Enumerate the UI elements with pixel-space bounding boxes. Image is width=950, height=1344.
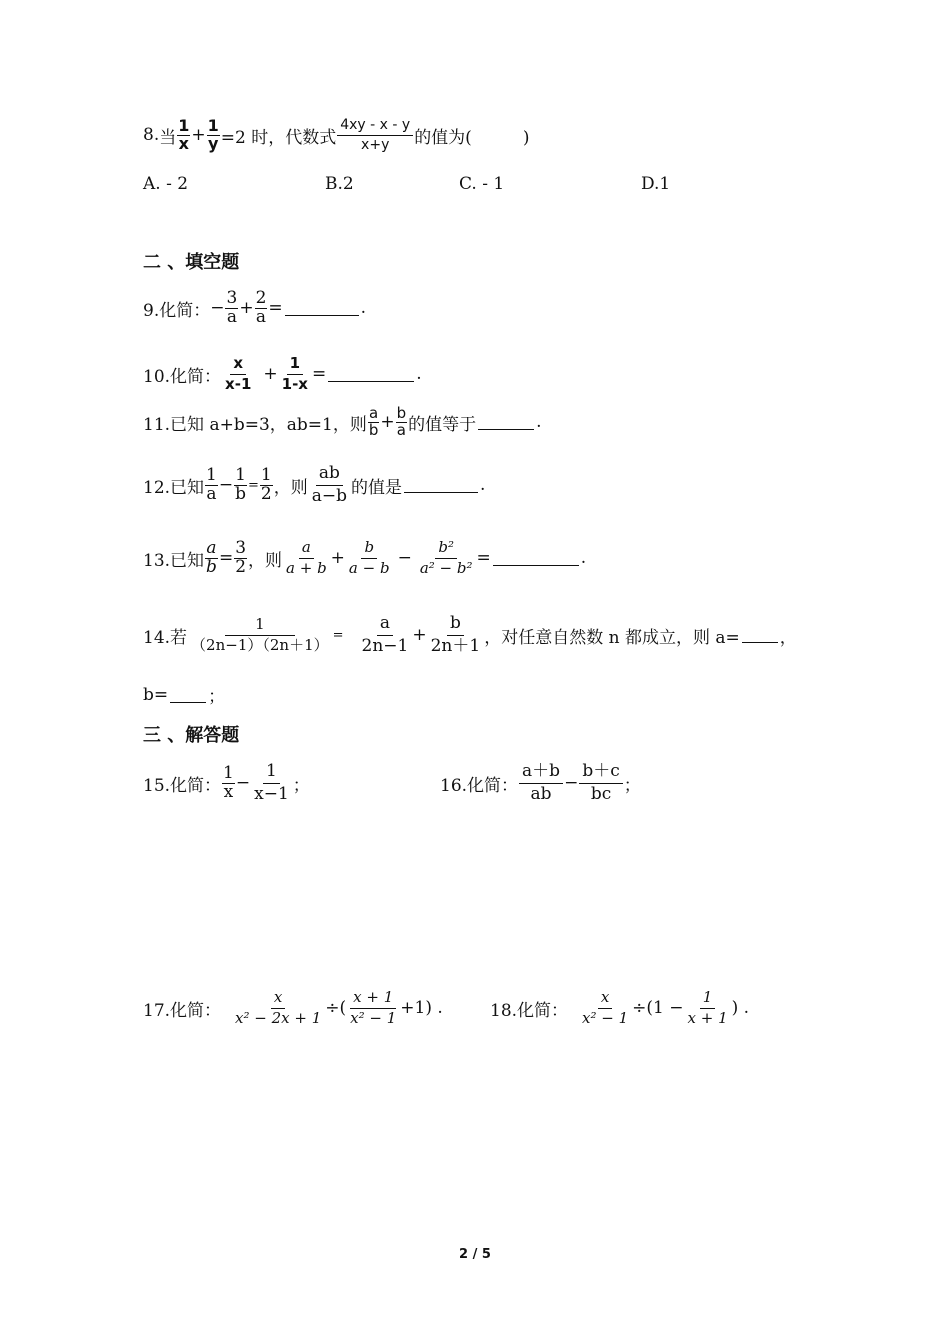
q8-text-condition: =2 时，代数式 [220,127,337,148]
q8-fraction-1-over-y: $\frac{1}{y}$ [207,116,219,153]
q14-a-answer-blank[interactable] [742,641,778,643]
section-3-heading: 三 、解答题 [143,725,240,746]
q11-label: 11.已知 a+b=3，ab=1，则 [143,414,367,435]
q16-minus: − [564,773,579,794]
question-12 [143,465,485,506]
q14-fraction-a-over-2n-minus-1: $\frac{a}{2n-1}$ [361,613,409,656]
q8-option-c: C. - 1 [459,174,505,194]
q15-minus: − [235,773,251,794]
q12-equals: = [248,477,259,493]
q12-period: . [480,475,486,496]
q13-fraction-b-over-a-minus-b: $\frac{b}{a - b}$ [348,538,390,577]
question-15 [143,763,310,804]
q13-label: 13.已知 [143,550,205,571]
q17-divide: ÷( [325,998,347,1019]
q10-label: 10.化简： [143,366,222,387]
q14-semicolon: ； [208,687,226,707]
q13-fraction-b2-over-a2-minus-b2: $\frac{\text{b²}}{\text{a² − b²}}$ [419,538,473,577]
q18-fraction-x-over-x2-minus-1: $\frac{x}{\text{x² − 1}}$ [582,988,629,1027]
q9-minus: − [210,298,225,319]
q10-period: . [416,364,422,385]
q12-fraction-ab-over-a-minus-b: $\frac{ab}{a-b}$ [311,463,348,506]
q10-equals: = [311,364,327,385]
q10-fraction-x-over-x-minus-1: $\frac{x}{x-1}$ [225,354,252,393]
question-16 [440,763,641,804]
q18-fraction-1-over-x-plus-1: $\frac{1}{x + 1}$ [687,988,728,1027]
q13-equals-2: = [476,548,491,569]
question-14-line-2 [143,682,225,707]
question-14 [143,615,797,656]
q11-plus: + [380,412,395,433]
q17-tail: +1) . [400,998,443,1019]
q11-period: . [536,412,542,433]
q8-plus: + [191,125,206,146]
q18-tail: ) . [731,998,750,1019]
q13-minus: − [397,548,412,569]
q12-tail: 的值是 [351,477,403,498]
q17-label: 17.化简： [143,1000,222,1021]
q14-fraction-b-over-2n-plus-1: $\frac{b}{2n+1}$ [430,613,481,656]
q8-text-when: 当 [159,127,177,148]
q8-option-d: D.1 [641,174,671,194]
q13-period: . [580,548,587,569]
q16-label: 16.化简： [440,775,519,796]
q11-fraction-a-over-b: $\frac{a}{b}$ [368,404,379,439]
question-17 [143,990,443,1027]
q13-equals: = [218,548,234,569]
q14-b-label: b= [143,684,169,705]
q11-answer-blank[interactable] [478,428,534,430]
question-10 [143,356,422,393]
q12-fraction-1-over-b: $\frac{1}{b}$ [235,465,247,504]
q10-plus: + [263,364,278,385]
q9-period: . [360,298,367,319]
q8-option-b: B.2 [325,174,354,194]
q8-text-value: 的值为( ) [414,127,530,148]
q14-fraction-1-over-product: $\frac{1}{(2n-1)(2n+1)}$ [191,615,329,654]
page-number: 2 / 5 [459,1247,491,1262]
q18-label: 18.化简： [490,1000,569,1021]
q9-label: 9.化简： [143,300,211,321]
q8-number: 8. [143,125,160,146]
q16-semicolon: ； [623,775,641,796]
question-9 [143,290,366,327]
q15-semicolon: ； [292,775,310,796]
q16-fraction-a-plus-b-over-ab: $\frac{a+b}{ab}$ [519,763,563,804]
q9-plus: + [239,298,254,319]
q16-fraction-b-plus-c-over-bc: $\frac{b+c}{bc}$ [579,763,622,804]
q12-fraction-1-over-2: $\frac{1}{2}$ [260,465,272,504]
q13-answer-blank[interactable] [493,564,579,566]
question-13 [143,540,586,577]
q9-equals: = [268,298,283,319]
q14-tail: ，对任意自然数 n 都成立，则 a= [484,627,740,648]
q17-fraction-x-plus-1-over-x2-minus-1: $\frac{x + 1}{\text{x² − 1}}$ [350,988,397,1027]
q15-label: 15.化简： [143,775,222,796]
q8-fraction-1-over-x: $\frac{1}{x}$ [178,116,190,153]
q12-answer-blank[interactable] [404,491,478,493]
q8-option-a: A. - 2 [143,174,189,194]
q12-fraction-1-over-a: $\frac{1}{a}$ [206,465,217,504]
q14-b-answer-blank[interactable] [170,701,206,703]
q13-fraction-a-over-a-plus-b: $\frac{a}{a + b}$ [286,538,327,577]
q17-fraction-x-over-quadratic: $\frac{x}{\text{x² − 2x + 1}}$ [235,988,322,1027]
q11-fraction-b-over-a: $\frac{b}{a}$ [396,404,407,439]
q12-mid: ，则 [273,477,308,498]
q12-label: 12.已知 [143,477,205,498]
q9-answer-blank[interactable] [285,314,359,316]
q18-divide: ÷(1 − [632,998,684,1019]
q13-mid: ，则 [248,550,283,571]
q12-minus: − [218,475,234,496]
q15-fraction-1-over-x-minus-1: $\frac{1}{x-1}$ [254,761,289,804]
q9-fraction-3-over-a: $\frac{3}{a}$ [226,288,238,327]
q11-tail: 的值等于 [408,414,477,435]
q9-fraction-2-over-a: $\frac{2}{a}$ [255,288,267,327]
question-18 [490,990,749,1027]
q13-fraction-3-over-2: $\frac{3}{2}$ [235,538,247,577]
q15-fraction-1-over-x: $\frac{1}{x}$ [223,763,234,802]
section-2-heading: 二 、填空题 [143,252,240,273]
q13-plus: + [330,548,345,569]
q10-fraction-1-over-1-minus-x: $\frac{1}{1-x}$ [281,354,308,393]
q14-label: 14.若 [143,627,188,648]
q10-answer-blank[interactable] [328,380,414,382]
q8-expression-fraction: $\frac{4xy - x - y}{x+y}$ [337,118,413,152]
q14-comma: ， [779,627,797,648]
q13-fraction-a-over-b: $\frac{a}{b}$ [206,538,217,577]
q14-equals: = [332,627,344,643]
question-8 [143,118,529,153]
question-11 [143,406,542,439]
q14-plus: + [412,625,427,646]
